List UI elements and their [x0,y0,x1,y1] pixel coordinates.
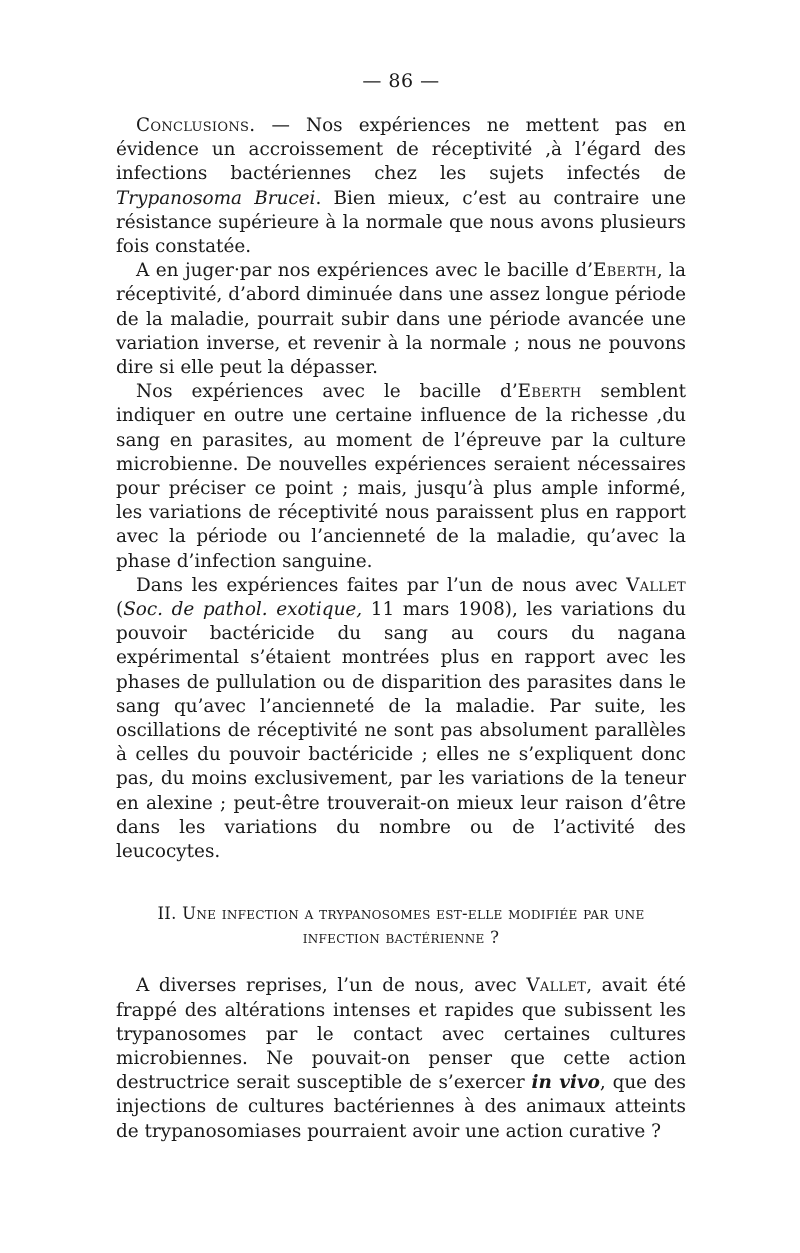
paragraph-text: , la réceptivité, d’abord diminuée dans une assez longue période de la maladie, pourrait subir dans une période avancée une variation inverse, et revenir à la normale ; nous ne pouvons dire si elle peut la dépasser. [116,260,686,379]
section-heading [126,902,676,950]
species-name: Trypanosoma Brucei [116,187,316,209]
paragraph-eberth-influence [116,380,686,574]
paragraph-text: , que des injections de cultures bactériennes à des animaux atteints de trypanosomiases pourraient avoir une action curative ? [116,1072,686,1142]
paragraph-text: , avait été frappé des altérations intenses et rapides que subissent les trypanosomes par le contact avec certaines cultures microbiennes. Ne pouvait-on penser que cette action destructrice serait susceptible de s’exercer [116,975,687,1094]
author-name: Vallet [526,975,587,997]
paragraph-text: 11 mars 1908), les variations du pouvoir bactéricide du sang au cours du nagana expérimental s’étaient montrées plus en rapport avec les phases de pullulation ou de disparition des parasites dans le sang qu’avec l’ancienneté de la maladie. Par suite, les oscillations de réceptivité ne sont pas absolument parallèles à celles du pouvoir bactéricide ; elles ne s’expliquent donc pas, du moins exclusivement, par les variations de la teneur en alexine ; peut-être trouverait-on mieux leur raison d’être dans les variations du nombre ou de l’activité des leucocytes. [116,599,686,863]
author-name: Eberth [517,381,582,403]
latin-term: in vivo [531,1072,600,1094]
paragraph-text: ( [116,599,124,621]
paragraph-text: — Nos expériences ne mettent pas en évidence un accroissement de réceptivité ,à l’égard des infections bactériennes chez les sujets infectés de [116,115,686,185]
journal-citation: Soc. de pathol. exotique, [123,599,363,621]
paragraph-vallet-experiments [116,574,686,864]
paragraph-text: A en juger·par nos expériences avec le bacille d’ [136,260,593,282]
paragraph-eberth-receptivity [116,259,686,380]
paragraph-text: . Bien mieux, c’est au contraire une résistance supérieure à la normale que nous avons plusieurs fois constatée. [116,187,687,258]
paragraph-text: Dans les expériences faites par l’un de nous avec [136,574,627,596]
section-lead: Conclusions. [136,115,256,136]
paragraph-curative-action [116,974,686,1143]
paragraph-text: semblent indiquer en outre une certaine influence de la richesse ,du sang en parasites, au moment de l’épreuve par la culture microbienne. De nouvelles expériences seraient nécessaires pour préciser ce point ; mais, jusqu’à plus ample informé, les variations de réceptivité nous paraissent plus en rapport avec la période ou l’ancienneté de la maladie, qu’avec la phase d’infection sanguine. [116,381,686,572]
paragraph-text: Nos expériences avec le bacille d’ [136,381,518,403]
paragraph-text: A diverses reprises, l’un de nous, avec [136,975,527,997]
page-number: — 86 — [362,70,440,92]
section-heading-line: infection bactérienne ? [302,928,500,948]
paragraph-conclusions [116,114,686,259]
author-name: Vallet [626,574,686,596]
section-heading-line: II. Une infection a trypanosomes est-elle modifiée par une [157,904,645,924]
author-name: Eberth [592,260,657,282]
document-page [116,70,686,1144]
